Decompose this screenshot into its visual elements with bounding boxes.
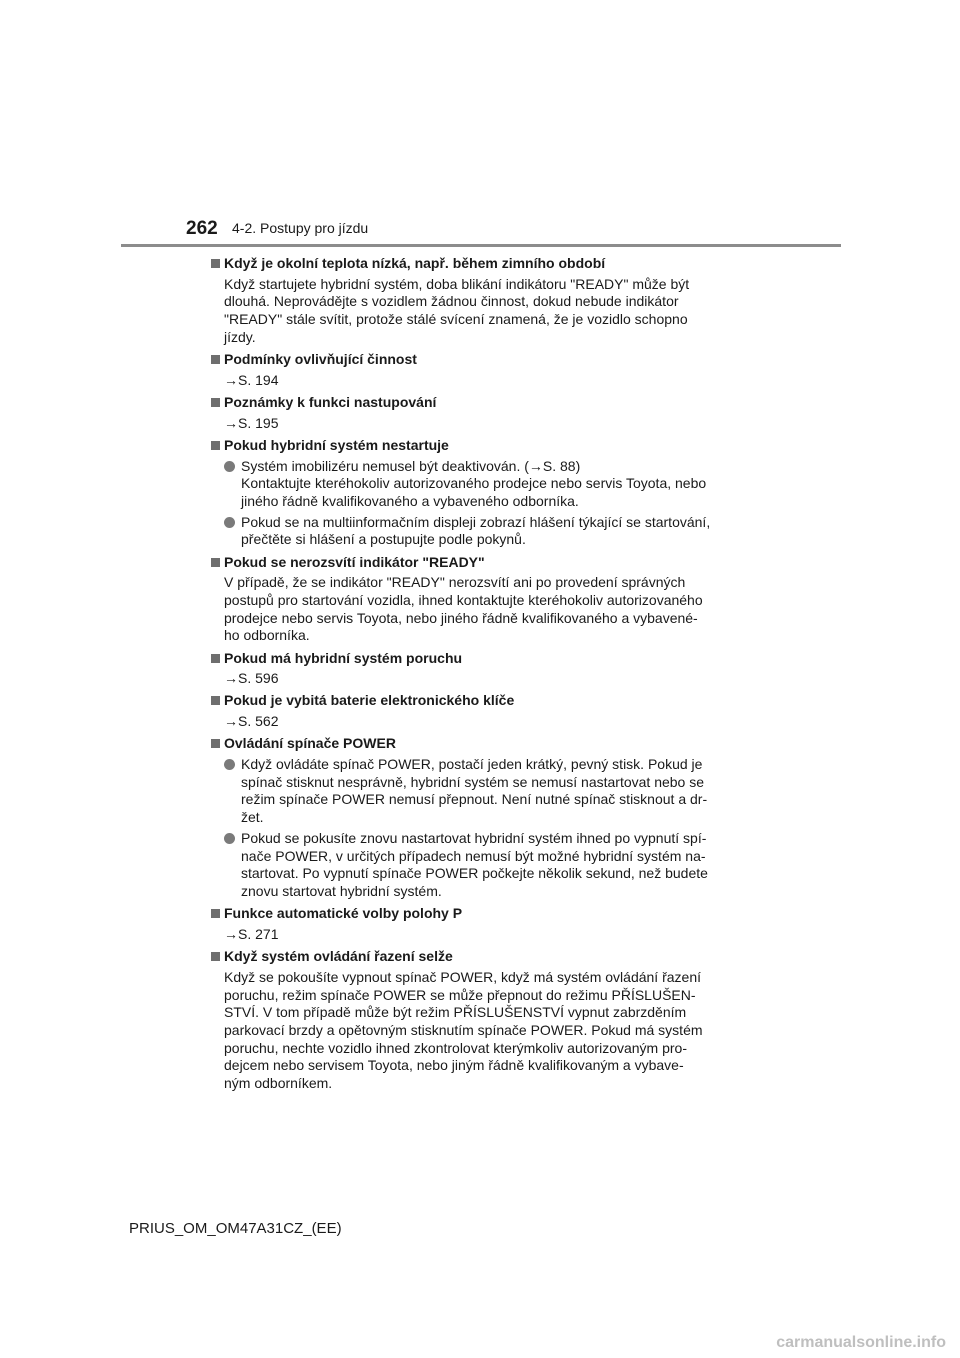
page-reference	[224, 670, 748, 688]
section	[211, 905, 748, 943]
bullet-item	[224, 756, 748, 827]
square-bullet-icon	[211, 952, 220, 961]
text-line: prodejce nebo servis Toyota, nebo jiného řádně kvalifikovaného a vybavené-	[224, 609, 698, 626]
section-heading-text: Pokud se nerozsvítí indikátor "READY"	[224, 553, 485, 570]
round-bullet-icon	[224, 517, 235, 528]
text-line: dlouhá. Neprovádějte s vozidlem žádnou činnost, dokud nebude indikátor	[224, 293, 679, 310]
page-reference	[224, 415, 748, 433]
section	[211, 948, 748, 1093]
square-bullet-icon	[211, 441, 220, 450]
section	[211, 437, 748, 549]
text-line: ným odborníkem.	[224, 1075, 333, 1092]
page-content	[211, 255, 748, 1097]
document-code: PRIUS_OM_OM47A31CZ_(EE)	[129, 1220, 342, 1237]
round-bullet-icon	[224, 759, 235, 770]
section-heading	[211, 437, 748, 455]
paragraph	[224, 574, 748, 645]
text-line: poruchu, režim spínače POWER se může přepnout do režimu PŘÍSLUŠEN-	[224, 986, 696, 1003]
text-line: parkovací brzdy a opětovným stisknutím spínače POWER. Pokud má systém	[224, 1021, 703, 1038]
square-bullet-icon	[211, 259, 220, 268]
section-heading	[211, 735, 748, 753]
text-line: V případě, že se indikátor "READY" nerozsvítí ani po provedení správných	[224, 574, 686, 591]
text-line: žet.	[241, 809, 264, 826]
text-line: Systém imobilizéru nemusel být deaktivován. (→S. 88)	[241, 457, 581, 474]
bullet-item	[224, 514, 748, 549]
paragraph	[224, 276, 748, 347]
text-line: jízdy.	[224, 328, 256, 345]
text-line: znovu startovat hybridní systém.	[241, 883, 442, 899]
text-line: startovat. Po vypnutí spínače POWER počkejte několik sekund, než budete	[241, 865, 708, 882]
page-reference-text: S. 195	[238, 414, 279, 431]
arrow-right-icon: →	[224, 670, 238, 687]
section-heading-text: Funkce automatické volby polohy P	[224, 905, 463, 922]
text-line: dejcem nebo servisem Toyota, nebo jiným řádně kvalifikovaným a vybave-	[224, 1057, 684, 1074]
section-heading-text: Pokud hybridní systém nestartuje	[224, 436, 449, 453]
text-line: režim spínače POWER nemusí přepnout. Není nutné spínač stisknout a dr-	[241, 791, 708, 808]
section-heading-text: Podmínky ovlivňující činnost	[224, 351, 417, 368]
round-bullet-icon	[224, 461, 235, 472]
square-bullet-icon	[211, 654, 220, 663]
page-reference-text: S. 194	[238, 371, 279, 388]
watermark: carmanualsonline.info	[776, 1334, 946, 1351]
section-heading-text: Ovládání spínače POWER	[224, 735, 396, 752]
bullet-item	[224, 458, 748, 511]
section	[211, 735, 748, 900]
section-heading-text: Poznámky k funkci nastupování	[224, 393, 437, 410]
text-line: přečtěte si hlášení a postupujte podle pokynů.	[241, 531, 526, 548]
section	[211, 255, 748, 347]
section-heading	[211, 351, 748, 369]
arrow-right-icon: →	[224, 713, 238, 730]
section	[211, 351, 748, 389]
text-line: Když ovládáte spínač POWER, postačí jeden krátký, pevný stisk. Pokud je	[241, 756, 703, 773]
text-line: jiného řádně kvalifikovaného a vybaveného odborníka.	[241, 492, 579, 509]
square-bullet-icon	[211, 558, 220, 567]
section	[211, 394, 748, 432]
text-line: ho odborníka.	[224, 627, 310, 644]
round-bullet-icon	[224, 833, 235, 844]
text-line: Když se pokoušíte vypnout spínač POWER, když má systém ovládání řazení	[224, 968, 701, 985]
bullet-item	[224, 830, 748, 901]
text-line: Pokud se na multiinformačním displeji zobrazí hlášení týkající se startování,	[241, 513, 711, 530]
section-heading-text: Když je okolní teplota nízká, např. během zimního období	[224, 255, 606, 271]
section	[211, 554, 748, 646]
section-heading-text: Pokud má hybridní systém poruchu	[224, 649, 463, 666]
page-reference-text: S. 271	[238, 925, 279, 942]
section-heading	[211, 905, 748, 923]
text-line: Když startujete hybridní systém, doba blikání indikátoru "READY" může být	[224, 275, 690, 292]
text-line: poruchu, nechte vozidlo ihned zkontrolovat kterýmkoliv autorizovaným pro-	[224, 1039, 688, 1056]
section	[211, 650, 748, 688]
paragraph	[224, 969, 748, 1093]
text-line: Pokud se pokusíte znovu nastartovat hybridní systém ihned po vypnutí spí-	[241, 829, 707, 846]
square-bullet-icon	[211, 739, 220, 748]
arrow-right-icon: →	[224, 414, 238, 431]
arrow-right-icon: →	[224, 925, 238, 942]
text-line: Kontaktujte kteréhokoliv autorizovaného prodejce nebo servis Toyota, nebo	[241, 475, 707, 492]
page-reference-text: S. 596	[238, 670, 279, 687]
section-heading	[211, 255, 748, 273]
section-heading	[211, 948, 748, 966]
text-line: postupů pro startování vozidla, ihned kontaktujte kteréhokoliv autorizovaného	[224, 591, 703, 608]
square-bullet-icon	[211, 355, 220, 364]
page-number: 262	[186, 218, 218, 239]
page-reference-text: S. 562	[238, 713, 279, 730]
arrow-right-icon: →	[224, 371, 238, 388]
section	[211, 692, 748, 730]
header-divider	[121, 244, 841, 247]
text-line: STVÍ. V tom případě může být režim PŘÍSLUŠENSTVÍ vypnut zabrzděním	[224, 1004, 687, 1021]
square-bullet-icon	[211, 398, 220, 407]
section-heading	[211, 650, 748, 668]
square-bullet-icon	[211, 909, 220, 918]
section-heading	[211, 692, 748, 710]
section-heading-text: Pokud je vybitá baterie elektronického klíče	[224, 692, 515, 709]
page-reference	[224, 713, 748, 731]
page-reference	[224, 372, 748, 390]
text-line: spínač stisknut nesprávně, hybridní systém se nemusí nastartovat nebo se	[241, 773, 705, 790]
text-line: "READY" stále svítit, protože stálé svícení znamená, že je vozidlo schopno	[224, 311, 688, 328]
square-bullet-icon	[211, 696, 220, 705]
section-heading-text: Když systém ovládání řazení selže	[224, 948, 453, 965]
section-heading	[211, 394, 748, 412]
section-heading	[211, 554, 748, 572]
page-reference	[224, 926, 748, 944]
text-line: nače POWER, v určitých případech nemusí být možné hybridní systém na-	[241, 847, 706, 864]
chapter-title: 4-2. Postupy pro jízdu	[232, 220, 369, 236]
